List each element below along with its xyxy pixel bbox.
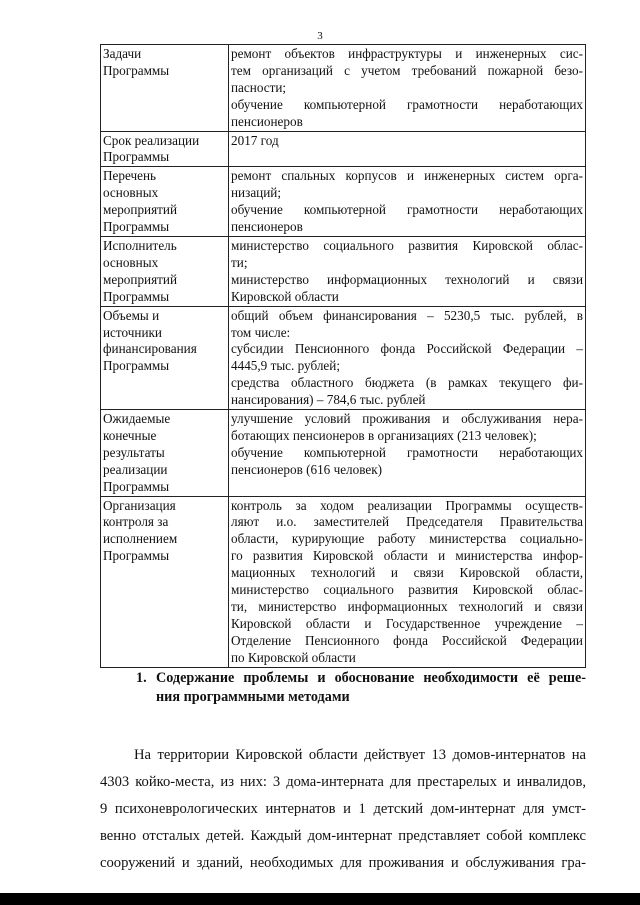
row-value-line: пенсионеров	[231, 113, 303, 129]
row-label-line: Программы	[103, 62, 170, 78]
row-value-line: обучение компьютерной грамотности неработающих	[231, 202, 583, 218]
row-value-line: Кировской области	[231, 288, 339, 304]
table-row	[101, 496, 586, 667]
row-value-line: Отделение Пенсионного фонда Российской Федерации	[231, 632, 583, 648]
table-row	[101, 167, 586, 237]
table-row	[101, 236, 586, 306]
row-value-line: ляют и.о. заместителей Председателя Правительства	[231, 514, 583, 530]
row-label-line: Перечень	[103, 168, 157, 184]
row-value-line: 2017 год	[231, 132, 279, 148]
row-label-line: контроля за	[103, 514, 169, 530]
page-number: 3	[317, 30, 323, 42]
program-passport-table	[100, 44, 586, 668]
row-value-line: средства областного бюджета (в рамках текущего фи-	[231, 375, 583, 391]
row-value-line: обучение компьютерной грамотности неработающих	[231, 444, 583, 460]
body-line: На территории Кировской области действует 13 домов-интернатов на	[134, 747, 586, 763]
table-row	[101, 306, 586, 409]
table-row	[101, 410, 586, 497]
row-label-line: Задачи	[103, 46, 142, 61]
row-value-line: пенсионеров	[231, 219, 303, 235]
row-label-line: реализации	[103, 461, 168, 477]
row-value-line: Кировской области и Государственное учреждение –	[231, 615, 583, 631]
row-label-line: Программы	[103, 288, 170, 304]
row-value-line: субсидии Пенсионного фонда Российской Федерации –	[231, 341, 583, 357]
row-value-line: ботающих пенсионеров в организациях (213 человек);	[231, 427, 537, 443]
section-title	[156, 669, 586, 707]
row-value	[229, 306, 586, 409]
row-label-line: Программы	[103, 219, 170, 235]
row-value-line: том числе:	[231, 324, 291, 340]
row-label-line: Срок реализации	[103, 132, 200, 148]
row-label	[101, 496, 229, 667]
body-paragraph	[100, 742, 586, 877]
row-value	[229, 131, 586, 167]
row-label-line: Программы	[103, 478, 170, 494]
row-value-line: ремонт спальных корпусов и инженерных систем орга-	[231, 168, 583, 184]
row-label	[101, 45, 229, 132]
row-label-line: Объемы и	[103, 307, 160, 323]
table-row	[101, 131, 586, 167]
row-label-line: источники	[103, 324, 162, 340]
row-label-line: основных	[103, 254, 159, 270]
row-value	[229, 410, 586, 497]
row-label-line: Программы	[103, 149, 170, 165]
row-value	[229, 45, 586, 132]
row-value-line: ти;	[231, 254, 248, 270]
passport-table-body	[101, 45, 586, 668]
row-label-line: Организация	[103, 497, 176, 513]
body-line: 9 психоневрологических интернатов и 1 детский дом-интернат для умст-	[100, 801, 586, 817]
row-value-line: пасности;	[231, 79, 287, 95]
row-label-line: мероприятий	[103, 271, 178, 287]
row-value-line: тем организаций с учетом требований пожарной безо-	[231, 62, 583, 78]
row-label-line: финансирования	[103, 341, 197, 357]
row-label-line: Программы	[103, 548, 170, 564]
row-value-line: мационных технологий и связи Кировской области,	[231, 565, 583, 581]
row-value	[229, 236, 586, 306]
row-value-line: области, курирующие работу министерства социально-	[231, 531, 583, 547]
row-value-line: низаций;	[231, 185, 282, 201]
row-value-line: по Кировской области	[231, 649, 356, 665]
row-value-line: министерство социального развития Кировской облас-	[231, 582, 583, 598]
row-value-line: пенсионеров (616 человек)	[231, 461, 383, 477]
row-label-line: Исполнитель	[103, 237, 177, 253]
section-title-line: ния программными методами	[156, 689, 350, 705]
row-value-line: 4445,9 тыс. рублей;	[231, 358, 341, 374]
row-value-line: министерство социального развития Кировской облас-	[231, 237, 583, 253]
section-number: 1.	[136, 670, 147, 686]
row-label-line: Программы	[103, 358, 170, 374]
body-line: сооружений и зданий, необходимых для проживания и обслуживания гра-	[100, 855, 586, 871]
row-value	[229, 496, 586, 667]
row-value	[229, 167, 586, 237]
row-label-line: результаты	[103, 444, 165, 460]
row-value-line: ти, министерство информационных технологий и связи	[231, 599, 583, 614]
row-value-line: улучшение условий проживания и обслуживания нера-	[231, 411, 583, 427]
row-value-line: ремонт объектов инфраструктуры и инженерных сис-	[231, 46, 583, 61]
row-label-line: мероприятий	[103, 202, 178, 218]
row-value-line: го развития Кировской области и министерства инфор-	[231, 548, 583, 564]
scan-bottom-edge	[0, 893, 640, 905]
row-label	[101, 410, 229, 497]
body-line: венно отсталых детей. Каждый дом-интернат представляет собой комплекс	[100, 828, 586, 844]
row-value-line: министерство информационных технологий и связи	[231, 271, 583, 287]
row-label	[101, 306, 229, 409]
row-value-line: контроль за ходом реализации Программы осуществ-	[231, 497, 583, 513]
row-value-line: обучение компьютерной грамотности неработающих	[231, 96, 583, 112]
row-label	[101, 131, 229, 167]
table-row	[101, 45, 586, 132]
body-line: 4303 койко-места, из них: 3 дома-интерната для престарелых и инвалидов,	[100, 774, 586, 790]
row-label	[101, 236, 229, 306]
row-label-line: исполнением	[103, 531, 178, 547]
row-value-line: общий объем финансирования – 5230,5 тыс. рублей, в	[231, 307, 583, 323]
section-heading	[136, 669, 586, 707]
row-label-line: Ожидаемые	[103, 411, 171, 427]
row-label-line: основных	[103, 185, 159, 201]
row-label	[101, 167, 229, 237]
row-label-line: конечные	[103, 427, 157, 443]
section-title-line: Содержание проблемы и обоснование необходимости её реше-	[156, 670, 586, 686]
row-value-line: нансирования) – 784,6 тыс. рублей	[231, 392, 426, 408]
